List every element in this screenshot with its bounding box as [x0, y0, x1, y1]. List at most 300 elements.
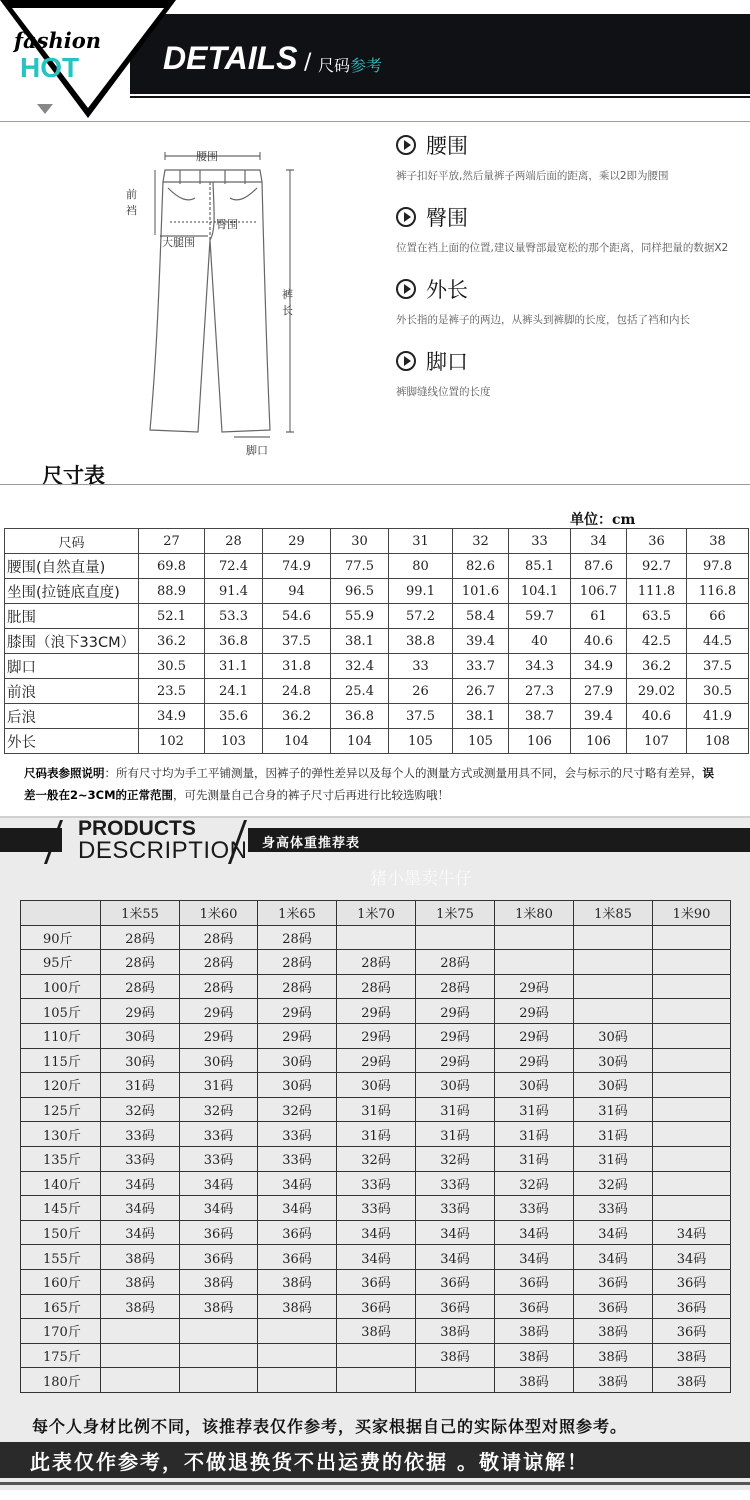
size-recommend-cell: 32码	[101, 1097, 180, 1122]
disclaimer-text: 此表仅作参考，不做退换货不出运费的依据 。敬请谅解！	[30, 1450, 589, 1474]
size-cell: 36.8	[205, 629, 263, 654]
pants-outline-icon	[110, 140, 310, 460]
size-cell: 24.1	[205, 679, 263, 704]
size-recommend-cell	[653, 999, 731, 1024]
recommend-row	[21, 925, 731, 950]
weight-cell: 150斤	[21, 1220, 101, 1245]
size-row	[5, 554, 749, 579]
size-recommend-cell	[653, 974, 731, 999]
size-recommend-cell: 32码	[416, 1146, 495, 1171]
size-recommend-cell: 33码	[101, 1122, 180, 1147]
size-recommend-cell: 36码	[574, 1294, 653, 1319]
recommend-row	[21, 950, 731, 975]
size-cell: 37.5	[263, 629, 331, 654]
size-recommend-cell: 36码	[495, 1294, 574, 1319]
size-cell: 108	[687, 729, 749, 754]
recommend-corner-cell	[21, 901, 101, 926]
hip-label: 臀围	[216, 218, 238, 231]
size-cell: 27.3	[509, 679, 571, 704]
recommend-row	[21, 1294, 731, 1319]
size-recommend-cell: 29码	[180, 1023, 258, 1048]
title-separator: /	[304, 50, 312, 75]
size-cell: 82.6	[453, 554, 509, 579]
size-recommend-cell: 28码	[101, 974, 180, 999]
size-cell: 31.8	[263, 654, 331, 679]
size-cell: 37.5	[687, 654, 749, 679]
size-recommend-cell	[574, 925, 653, 950]
size-recommend-cell: 28码	[258, 925, 337, 950]
size-recommend-cell: 28码	[180, 974, 258, 999]
subtitle-accent: 参考	[350, 56, 383, 75]
size-recommend-cell: 36码	[258, 1220, 337, 1245]
size-recommend-cell: 28码	[258, 974, 337, 999]
size-recommend-cell	[653, 1171, 731, 1196]
shop-watermark: 猪小墨卖牛仔	[370, 869, 472, 889]
note-head	[396, 202, 746, 232]
recommend-row	[21, 1097, 731, 1122]
size-recommend-cell: 33码	[258, 1122, 337, 1147]
size-recommend-cell: 34码	[258, 1171, 337, 1196]
size-recommend-cell	[258, 1343, 337, 1368]
size-cell: 59.7	[509, 604, 571, 629]
weight-cell: 140斤	[21, 1171, 101, 1196]
length-label-2: 长	[282, 304, 293, 317]
note-desc: 裤脚缝线位置的长度	[396, 386, 491, 398]
size-cell: 80	[389, 554, 453, 579]
weight-cell: 180斤	[21, 1368, 101, 1393]
size-recommend-cell: 33码	[337, 1196, 416, 1221]
size-cell: 37.5	[389, 704, 453, 729]
size-recommend-cell	[653, 1196, 731, 1221]
size-row-label: 前浪	[5, 679, 139, 704]
size-recommend-cell	[653, 1097, 731, 1122]
height-header-cell: 1米85	[574, 901, 653, 926]
recommend-section	[0, 816, 750, 1490]
size-cell: 25.4	[331, 679, 389, 704]
size-cell: 29.02	[627, 679, 687, 704]
weight-cell: 135斤	[21, 1146, 101, 1171]
header-rule	[0, 121, 750, 122]
size-recommend-cell: 38码	[258, 1269, 337, 1294]
waist-label: 腰围	[196, 150, 218, 163]
size-cell: 61	[571, 604, 627, 629]
size-recommend-cell: 38码	[416, 1319, 495, 1344]
size-cell: 38.8	[389, 629, 453, 654]
size-table	[4, 528, 749, 754]
size-recommend-cell: 33码	[574, 1196, 653, 1221]
recommend-row	[21, 1048, 731, 1073]
weight-cell: 105斤	[21, 999, 101, 1024]
note-title: 臀围	[426, 206, 468, 230]
size-cell: 104.1	[509, 579, 571, 604]
header-banner	[0, 0, 750, 122]
recommend-table	[20, 900, 731, 1393]
size-recommend-cell	[653, 1023, 731, 1048]
size-recommend-cell: 34码	[258, 1196, 337, 1221]
size-header-label: 尺码	[5, 529, 139, 554]
size-cell: 34.9	[571, 654, 627, 679]
weight-cell: 90斤	[21, 925, 101, 950]
size-recommend-cell: 38码	[258, 1294, 337, 1319]
size-recommend-cell: 29码	[495, 999, 574, 1024]
size-recommend-cell: 28码	[101, 950, 180, 975]
size-cell: 106	[509, 729, 571, 754]
note-head	[396, 346, 746, 376]
size-cell: 116.8	[687, 579, 749, 604]
size-recommend-cell: 31码	[495, 1146, 574, 1171]
size-cell: 39.4	[571, 704, 627, 729]
size-recommend-cell: 38码	[180, 1269, 258, 1294]
note-outseam	[396, 274, 746, 327]
size-recommend-cell	[258, 1368, 337, 1393]
size-cell: 69.8	[139, 554, 205, 579]
size-recommend-cell: 33码	[180, 1146, 258, 1171]
size-recommend-cell: 36码	[337, 1294, 416, 1319]
size-header-cell: 32	[453, 529, 509, 554]
size-note-lead: 尺码表参照说明	[24, 766, 105, 780]
size-cell: 57.2	[389, 604, 453, 629]
size-recommend-cell: 29码	[337, 1048, 416, 1073]
size-cell: 66	[687, 604, 749, 629]
size-header-cell: 28	[205, 529, 263, 554]
size-recommend-cell: 38码	[101, 1294, 180, 1319]
size-cell: 38.7	[509, 704, 571, 729]
size-cell: 36.8	[331, 704, 389, 729]
details-title: DETAILS	[163, 40, 298, 76]
size-recommend-cell: 33码	[180, 1122, 258, 1147]
size-recommend-cell: 28码	[416, 974, 495, 999]
size-recommend-cell: 38码	[495, 1343, 574, 1368]
note-hem	[396, 346, 746, 399]
size-row	[5, 579, 749, 604]
weight-cell: 125斤	[21, 1097, 101, 1122]
size-recommend-cell: 34码	[101, 1196, 180, 1221]
recommend-row	[21, 1073, 731, 1098]
size-row	[5, 729, 749, 754]
size-recommend-cell: 36码	[337, 1269, 416, 1294]
size-header-cell: 36	[627, 529, 687, 554]
size-cell: 32.4	[331, 654, 389, 679]
brand-fashion-text: fashion	[14, 28, 101, 53]
size-recommend-cell: 36码	[574, 1269, 653, 1294]
size-recommend-cell: 38码	[416, 1343, 495, 1368]
recommend-header-row	[21, 901, 731, 926]
size-recommend-cell: 29码	[337, 1023, 416, 1048]
size-recommend-cell: 30码	[101, 1023, 180, 1048]
height-header-cell: 1米55	[101, 901, 180, 926]
weight-cell: 95斤	[21, 950, 101, 975]
size-cell: 40	[509, 629, 571, 654]
size-cell: 105	[453, 729, 509, 754]
note-desc: 外长指的是裤子的两边，从裤头到裤脚的长度，包括了裆和内长	[396, 314, 690, 326]
size-header-cell: 38	[687, 529, 749, 554]
size-recommend-cell: 29码	[416, 999, 495, 1024]
recommend-title-cn: 身高体重推荐表	[262, 836, 361, 851]
size-recommend-cell: 31码	[495, 1122, 574, 1147]
recommend-row	[21, 1023, 731, 1048]
size-recommend-cell: 34码	[337, 1220, 416, 1245]
size-recommend-cell: 33码	[337, 1171, 416, 1196]
size-cell: 24.8	[263, 679, 331, 704]
size-cell: 30.5	[687, 679, 749, 704]
size-cell: 36.2	[627, 654, 687, 679]
height-header-cell: 1米75	[416, 901, 495, 926]
size-cell: 87.6	[571, 554, 627, 579]
size-cell: 58.4	[453, 604, 509, 629]
weight-cell: 120斤	[21, 1073, 101, 1098]
description-title: DESCRIPTION	[78, 837, 248, 864]
size-recommend-cell	[101, 1368, 180, 1393]
size-recommend-cell	[574, 950, 653, 975]
size-row	[5, 704, 749, 729]
size-cell: 102	[139, 729, 205, 754]
recommend-row	[21, 1269, 731, 1294]
size-cell: 74.9	[263, 554, 331, 579]
size-cell: 106	[571, 729, 627, 754]
size-recommend-cell	[495, 925, 574, 950]
size-cell: 88.9	[139, 579, 205, 604]
size-recommend-cell	[653, 1146, 731, 1171]
size-recommend-cell	[180, 1319, 258, 1344]
note-desc: 位置在裆上面的位置,建议量臀部最宽松的那个距离，同样把量的数据X2	[396, 242, 729, 254]
height-header-cell: 1米65	[258, 901, 337, 926]
height-header-cell: 1米80	[495, 901, 574, 926]
note-hip	[396, 202, 746, 255]
size-cell: 36.2	[263, 704, 331, 729]
size-cell: 55.9	[331, 604, 389, 629]
size-recommend-cell: 31码	[416, 1122, 495, 1147]
size-recommend-cell: 31码	[337, 1097, 416, 1122]
size-recommend-cell: 29码	[416, 1023, 495, 1048]
play-circle-icon	[396, 351, 416, 371]
size-recommend-cell: 28码	[337, 950, 416, 975]
length-label-1: 裤	[282, 288, 293, 301]
size-recommend-cell: 30码	[258, 1048, 337, 1073]
size-header-cell: 29	[263, 529, 331, 554]
size-cell: 63.5	[627, 604, 687, 629]
size-cell: 54.6	[263, 604, 331, 629]
weight-cell: 115斤	[21, 1048, 101, 1073]
size-recommend-cell: 34码	[180, 1196, 258, 1221]
size-recommend-cell: 31码	[574, 1146, 653, 1171]
recommend-row	[21, 1146, 731, 1171]
size-recommend-cell: 34码	[574, 1245, 653, 1270]
disclaimer-bar	[0, 1442, 750, 1478]
size-recommend-cell: 32码	[337, 1146, 416, 1171]
size-cell: 104	[331, 729, 389, 754]
size-recommend-cell	[653, 1048, 731, 1073]
note-title: 腰围	[426, 134, 468, 158]
size-recommend-cell: 30码	[337, 1073, 416, 1098]
size-recommend-cell	[574, 999, 653, 1024]
size-recommend-cell: 28码	[416, 950, 495, 975]
size-cell: 26	[389, 679, 453, 704]
size-cell: 106.7	[571, 579, 627, 604]
size-recommend-cell: 36码	[180, 1245, 258, 1270]
size-header-row	[5, 529, 749, 554]
subtitle-main: 尺码	[318, 56, 351, 75]
size-recommend-cell: 29码	[258, 1023, 337, 1048]
size-recommend-cell: 34码	[416, 1245, 495, 1270]
weight-cell: 170斤	[21, 1319, 101, 1344]
size-recommend-cell: 29码	[495, 1023, 574, 1048]
size-row	[5, 629, 749, 654]
size-cell: 91.4	[205, 579, 263, 604]
note-title: 外长	[426, 278, 468, 302]
size-recommend-cell: 28码	[180, 950, 258, 975]
size-cell: 33.7	[453, 654, 509, 679]
hem-label: 脚口	[246, 444, 268, 457]
size-cell: 33	[389, 654, 453, 679]
size-recommend-cell	[337, 1343, 416, 1368]
recommend-note: 每个人身材比例不同，该推荐表仅作参考，买家根据自己的实际体型对照参考。	[32, 1417, 628, 1436]
size-recommend-cell: 38码	[101, 1245, 180, 1270]
note-title: 脚口	[426, 350, 468, 374]
height-header-cell: 1米60	[180, 901, 258, 926]
size-recommend-cell: 36码	[653, 1269, 731, 1294]
size-cell: 107	[627, 729, 687, 754]
height-header-cell: 1米70	[337, 901, 416, 926]
size-recommend-cell	[416, 1368, 495, 1393]
weight-cell: 155斤	[21, 1245, 101, 1270]
size-row-label: 外长	[5, 729, 139, 754]
weight-cell: 175斤	[21, 1343, 101, 1368]
weight-cell: 130斤	[21, 1122, 101, 1147]
size-recommend-cell: 34码	[180, 1171, 258, 1196]
size-cell: 34.9	[139, 704, 205, 729]
size-recommend-cell: 29码	[180, 999, 258, 1024]
size-recommend-cell: 31码	[337, 1122, 416, 1147]
size-recommend-cell: 38码	[574, 1343, 653, 1368]
play-circle-icon	[396, 279, 416, 299]
size-recommend-cell: 32码	[258, 1097, 337, 1122]
size-recommend-cell: 38码	[101, 1269, 180, 1294]
size-recommend-cell: 30码	[101, 1048, 180, 1073]
size-recommend-cell	[653, 1122, 731, 1147]
size-recommend-cell: 38码	[653, 1368, 731, 1393]
note-head	[396, 274, 746, 304]
size-recommend-cell: 36码	[416, 1269, 495, 1294]
size-recommend-cell: 31码	[574, 1097, 653, 1122]
size-recommend-cell: 33码	[495, 1196, 574, 1221]
size-note-emphasis: 误差一般在2~3CM的正常范围	[24, 766, 714, 802]
size-recommend-cell	[574, 974, 653, 999]
pants-diagram	[110, 140, 310, 460]
size-note	[24, 762, 724, 806]
recommend-row	[21, 1171, 731, 1196]
size-recommend-cell: 29码	[495, 974, 574, 999]
size-cell: 36.2	[139, 629, 205, 654]
size-cell: 40.6	[571, 629, 627, 654]
size-recommend-cell: 28码	[258, 950, 337, 975]
size-chart-title: 尺寸表	[42, 463, 105, 488]
front-rise-label-1: 前	[126, 188, 137, 201]
size-header-cell: 31	[389, 529, 453, 554]
size-recommend-cell: 30码	[416, 1073, 495, 1098]
size-recommend-cell: 36码	[495, 1269, 574, 1294]
size-header-cell: 34	[571, 529, 627, 554]
size-cell: 105	[389, 729, 453, 754]
size-header-cell: 30	[331, 529, 389, 554]
size-recommend-cell: 34码	[495, 1220, 574, 1245]
size-cell: 34.3	[509, 654, 571, 679]
size-cell: 92.7	[627, 554, 687, 579]
bottom-line	[0, 1482, 750, 1485]
size-cell: 31.1	[205, 654, 263, 679]
size-recommend-cell: 33码	[416, 1196, 495, 1221]
products-title: PRODUCTS	[78, 817, 196, 840]
recommend-row	[21, 1196, 731, 1221]
weight-cell: 145斤	[21, 1196, 101, 1221]
size-recommend-cell: 38码	[495, 1368, 574, 1393]
size-recommend-cell: 30码	[574, 1023, 653, 1048]
note-desc: 裤子扣好平放,然后量裤子两端后面的距离，乘以2即为腰围	[396, 170, 669, 182]
size-cell: 38.1	[331, 629, 389, 654]
size-recommend-cell: 32码	[574, 1171, 653, 1196]
size-row-label: 腰围(自然直量)	[5, 554, 139, 579]
size-row	[5, 679, 749, 704]
size-recommend-cell	[495, 950, 574, 975]
size-recommend-cell	[337, 925, 416, 950]
play-circle-icon	[396, 207, 416, 227]
size-recommend-cell: 38码	[653, 1343, 731, 1368]
size-recommend-cell: 30码	[258, 1073, 337, 1098]
size-recommend-cell: 33码	[258, 1146, 337, 1171]
size-cell: 40.6	[627, 704, 687, 729]
size-recommend-cell: 29码	[495, 1048, 574, 1073]
brand-hot-text: HOT	[20, 52, 80, 83]
size-recommend-cell: 38码	[574, 1319, 653, 1344]
size-recommend-cell: 38码	[180, 1294, 258, 1319]
size-cell: 72.4	[205, 554, 263, 579]
front-rise-label-2: 裆	[126, 204, 137, 217]
size-recommend-cell: 31码	[495, 1097, 574, 1122]
size-cell: 27.9	[571, 679, 627, 704]
size-cell: 52.1	[139, 604, 205, 629]
size-cell: 26.7	[453, 679, 509, 704]
size-recommend-cell: 31码	[180, 1073, 258, 1098]
size-recommend-cell: 29码	[416, 1048, 495, 1073]
play-circle-icon	[396, 135, 416, 155]
size-row-label: 后浪	[5, 704, 139, 729]
size-recommend-cell: 34码	[101, 1171, 180, 1196]
recommend-row	[21, 1319, 731, 1344]
size-recommend-cell: 38码	[495, 1319, 574, 1344]
weight-cell: 110斤	[21, 1023, 101, 1048]
recommend-row	[21, 1245, 731, 1270]
size-recommend-cell: 34码	[653, 1220, 731, 1245]
size-recommend-cell: 34码	[416, 1220, 495, 1245]
recommend-row	[21, 1343, 731, 1368]
size-recommend-cell: 30码	[180, 1048, 258, 1073]
size-recommend-cell: 32码	[495, 1171, 574, 1196]
size-recommend-cell: 32码	[180, 1097, 258, 1122]
size-recommend-cell: 34码	[574, 1220, 653, 1245]
size-recommend-cell: 33码	[416, 1171, 495, 1196]
weight-cell: 165斤	[21, 1294, 101, 1319]
size-recommend-cell	[101, 1343, 180, 1368]
size-recommend-cell: 34码	[101, 1220, 180, 1245]
size-cell: 96.5	[331, 579, 389, 604]
size-recommend-cell	[101, 1319, 180, 1344]
recommend-row	[21, 1368, 731, 1393]
size-row-label: 膝围（浪下33CM）	[5, 629, 139, 654]
size-recommend-cell: 34码	[495, 1245, 574, 1270]
note-head	[396, 130, 746, 160]
size-cell: 111.8	[627, 579, 687, 604]
size-header-cell: 27	[139, 529, 205, 554]
size-recommend-cell: 36码	[180, 1220, 258, 1245]
